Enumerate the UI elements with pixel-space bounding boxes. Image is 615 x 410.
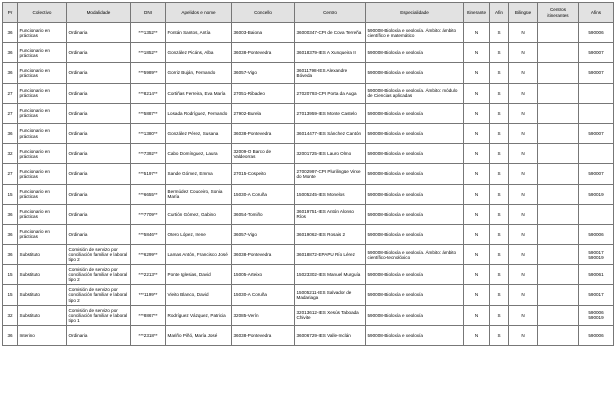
- cell-pr: 27: [3, 103, 18, 123]
- table-row: [3, 63, 614, 83]
- cell-itinerante: N: [464, 184, 490, 204]
- cell-colectivo: Substituto: [18, 265, 67, 285]
- cell-pr: 15: [3, 265, 18, 285]
- cell-colectivo: Funcionario en prácticas: [18, 164, 67, 184]
- cell-pr: 15: [3, 184, 18, 204]
- cell-pr: 36: [3, 245, 18, 265]
- cell-itinerante: N: [464, 285, 490, 305]
- table-row: [3, 245, 614, 265]
- header-afin: Afin: [490, 3, 509, 23]
- cell-dni: ***5989**: [131, 63, 166, 83]
- cell-centro: 32001725-IES Lauro Olmo: [295, 144, 366, 164]
- cell-centros-itinerantes: [538, 245, 579, 265]
- cell-especialidade: 590008-Bioloxía e xeoloxía: [366, 123, 464, 143]
- cell-colectivo: Funcionario en prácticas: [18, 83, 67, 103]
- cell-concello: 27902-Burela: [232, 103, 295, 123]
- cell-pr: 36: [3, 325, 18, 345]
- cell-centros-itinerantes: [538, 83, 579, 103]
- cell-pr: 36: [3, 63, 18, 83]
- cell-bilingue: N: [509, 103, 538, 123]
- cell-dni: ***2318**: [131, 325, 166, 345]
- cell-itinerante: N: [464, 43, 490, 63]
- cell-itinerante: N: [464, 83, 490, 103]
- cell-bilingue: N: [509, 43, 538, 63]
- cell-apelidos-nome: Curtión Gómez, Gabino: [166, 204, 232, 224]
- cell-centros-itinerantes: [538, 224, 579, 244]
- cell-concello: 36038-Pontevedra: [232, 43, 295, 63]
- cell-afin: S: [490, 265, 509, 285]
- cell-itinerante: N: [464, 204, 490, 224]
- cell-apelidos-nome: Fontán Santos, Antía: [166, 23, 232, 43]
- cell-dni: ***2213**: [131, 265, 166, 285]
- cell-concello: 36038-Pontevedra: [232, 325, 295, 345]
- cell-afins: 590006: [579, 23, 614, 43]
- cell-colectivo: Funcionario en prácticas: [18, 123, 67, 143]
- cell-especialidade: 590008-Bioloxía e xeoloxía. Ámbito: ámbito científico e matemático: [366, 23, 464, 43]
- cell-concello: 36057-Vigo: [232, 224, 295, 244]
- cell-modalidade: Comisión de servizo por conciliación familiar e laboral tipo 1: [67, 305, 131, 325]
- cell-bilingue: N: [509, 265, 538, 285]
- cell-itinerante: N: [464, 265, 490, 285]
- cell-bilingue: N: [509, 285, 538, 305]
- header-centros-itinerantes: Centros itinerantes: [538, 3, 579, 23]
- cell-pr: 36: [3, 123, 18, 143]
- table-row: [3, 285, 614, 305]
- cell-centros-itinerantes: [538, 23, 579, 43]
- cell-afins: [579, 103, 614, 123]
- cell-pr: 32: [3, 144, 18, 164]
- cell-especialidade: 590008-Bioloxía e xeoloxía: [366, 204, 464, 224]
- header-row: [3, 3, 614, 23]
- cell-modalidade: Ordinaria: [67, 144, 131, 164]
- cell-afin: S: [490, 103, 509, 123]
- cell-itinerante: N: [464, 245, 490, 265]
- cell-especialidade: 590008-Bioloxía e xeoloxía: [366, 144, 464, 164]
- header-bilingue: Bilingüe: [509, 3, 538, 23]
- cell-bilingue: N: [509, 63, 538, 83]
- cell-concello: 32009-O Barco de Valdeorras: [232, 144, 295, 164]
- table-row: [3, 83, 614, 103]
- cell-afin: S: [490, 245, 509, 265]
- cell-modalidade: Ordinaria: [67, 83, 131, 103]
- cell-apelidos-nome: Vieito Blanco, David: [166, 285, 232, 305]
- cell-afins: 590006: [579, 224, 614, 244]
- cell-pr: 32: [3, 305, 18, 325]
- cell-colectivo: Funcionario en prácticas: [18, 204, 67, 224]
- cell-afin: S: [490, 325, 509, 345]
- cell-centro: 27002997-CPI Plurilingüe Virxe do Monte: [295, 164, 366, 184]
- cell-afins: 590007: [579, 164, 614, 184]
- cell-modalidade: Comisión de servizo por conciliación familiar e laboral tipo 2: [67, 245, 131, 265]
- cell-dni: ***7709**: [131, 204, 166, 224]
- table-row: [3, 103, 614, 123]
- cell-centro: 15005211-IES Salvador de Madariaga: [295, 285, 366, 305]
- cell-afin: S: [490, 305, 509, 325]
- cell-itinerante: N: [464, 305, 490, 325]
- cell-apelidos-nome: Ponte Iglesias, David: [166, 265, 232, 285]
- cell-centro: 27020793-CPI Porta da Auga: [295, 83, 366, 103]
- cell-concello: 32085-Verín: [232, 305, 295, 325]
- cell-concello: 36054-Tomiño: [232, 204, 295, 224]
- header-concello: Concello: [232, 3, 295, 23]
- cell-colectivo: Substituto: [18, 285, 67, 305]
- header-itinerante: Itinerante: [464, 3, 490, 23]
- cell-apelidos-nome: González Picáns, Alba: [166, 43, 232, 63]
- cell-dni: ***8214**: [131, 83, 166, 103]
- cell-pr: 36: [3, 43, 18, 63]
- cell-especialidade: 590008-Bioloxía e xeoloxía: [366, 285, 464, 305]
- cell-itinerante: N: [464, 144, 490, 164]
- cell-dni: ***1852**: [131, 43, 166, 63]
- cell-centro: 36019751-IES Antón Alonso Ríos: [295, 204, 366, 224]
- cell-centro: 36018872-EPAPU Río Lérez: [295, 245, 366, 265]
- cell-centros-itinerantes: [538, 305, 579, 325]
- cell-especialidade: 590008-Bioloxía e xeoloxía: [366, 265, 464, 285]
- cell-concello: 36057-Vigo: [232, 63, 295, 83]
- cell-centro: 36019062-IES Rosais 2: [295, 224, 366, 244]
- cell-bilingue: N: [509, 204, 538, 224]
- cell-bilingue: N: [509, 184, 538, 204]
- cell-especialidade: 590008-Bioloxía e xeoloxía: [366, 63, 464, 83]
- cell-afins: 590061: [579, 265, 614, 285]
- cell-afins: [579, 204, 614, 224]
- cell-modalidade: Ordinaria: [67, 224, 131, 244]
- cell-centros-itinerantes: [538, 285, 579, 305]
- cell-dni: ***1352**: [131, 23, 166, 43]
- cell-pr: 36: [3, 23, 18, 43]
- cell-centro: 36018379-IES A Xunqueira II: [295, 43, 366, 63]
- cell-modalidade: Comisión de servizo por conciliación familiar e laboral tipo 2: [67, 285, 131, 305]
- cell-itinerante: N: [464, 224, 490, 244]
- cell-bilingue: N: [509, 305, 538, 325]
- cell-especialidade: 590008-Bioloxía e xeoloxía: [366, 103, 464, 123]
- cell-apelidos-nome: Cortiñas Ferreira, Eva María: [166, 83, 232, 103]
- cell-afins: 590017: [579, 285, 614, 305]
- cell-centros-itinerantes: [538, 184, 579, 204]
- assignments-table: [2, 2, 614, 346]
- cell-apelidos-nome: Otero López, Irene: [166, 224, 232, 244]
- cell-especialidade: 590008-Bioloxía e xeoloxía. Ámbito: módulo de Ciencias aplicadas: [366, 83, 464, 103]
- cell-centro: 15023302-IES Manuel Murguía: [295, 265, 366, 285]
- cell-especialidade: 590008-Bioloxía e xeoloxía: [366, 184, 464, 204]
- cell-modalidade: Ordinaria: [67, 43, 131, 63]
- cell-colectivo: Funcionario en prácticas: [18, 224, 67, 244]
- cell-centro: 36000347-CPI de Cova Terreña: [295, 23, 366, 43]
- cell-afin: S: [490, 164, 509, 184]
- cell-colectivo: Funcionario en prácticas: [18, 103, 67, 123]
- cell-afins: [579, 83, 614, 103]
- cell-apelidos-nome: González Pérez, Susana: [166, 123, 232, 143]
- table-row: [3, 144, 614, 164]
- table-row: [3, 305, 614, 325]
- cell-modalidade: Ordinaria: [67, 23, 131, 43]
- cell-itinerante: N: [464, 23, 490, 43]
- cell-dni: ***8867**: [131, 305, 166, 325]
- cell-dni: ***1380**: [131, 123, 166, 143]
- cell-dni: ***6655**: [131, 184, 166, 204]
- cell-afins: 590006: [579, 325, 614, 345]
- cell-itinerante: N: [464, 325, 490, 345]
- cell-bilingue: N: [509, 144, 538, 164]
- cell-bilingue: N: [509, 325, 538, 345]
- cell-bilingue: N: [509, 164, 538, 184]
- cell-especialidade: 590008-Bioloxía e xeoloxía. Ámbito: ámbito científico-tecnolóxico: [366, 245, 464, 265]
- cell-centro: 32013612-IES Xesús Taboada Chivite: [295, 305, 366, 325]
- cell-apelidos-nome: Losada Rodríguez, Fernando: [166, 103, 232, 123]
- cell-itinerante: N: [464, 103, 490, 123]
- cell-dni: ***1199**: [131, 285, 166, 305]
- table-header: [3, 3, 614, 23]
- cell-itinerante: N: [464, 164, 490, 184]
- cell-apelidos-nome: Lamas Antón, Francisco José: [166, 245, 232, 265]
- cell-bilingue: N: [509, 23, 538, 43]
- cell-afins: 590007: [579, 43, 614, 63]
- cell-especialidade: 590008-Bioloxía e xeoloxía: [366, 325, 464, 345]
- header-pr: Pr: [3, 3, 18, 23]
- cell-modalidade: Ordinaria: [67, 325, 131, 345]
- cell-centro: 15005245-IES Monelos: [295, 184, 366, 204]
- cell-bilingue: N: [509, 123, 538, 143]
- cell-dni: ***6299**: [131, 245, 166, 265]
- cell-apelidos-nome: Sande Gómez, Emma: [166, 164, 232, 184]
- table-row: [3, 43, 614, 63]
- cell-centro: 36014477-IES Sánchez Cantón: [295, 123, 366, 143]
- cell-bilingue: N: [509, 245, 538, 265]
- cell-colectivo: Interino: [18, 325, 67, 345]
- cell-centros-itinerantes: [538, 103, 579, 123]
- cell-apelidos-nome: Bermúdez Couceiro, Sonia María: [166, 184, 232, 204]
- cell-centro: 27013959-IES Monte Castelo: [295, 103, 366, 123]
- cell-afin: S: [490, 224, 509, 244]
- cell-especialidade: 590008-Bioloxía e xeoloxía: [366, 224, 464, 244]
- cell-centros-itinerantes: [538, 123, 579, 143]
- header-colectivo: Colectivo: [18, 3, 67, 23]
- cell-bilingue: N: [509, 224, 538, 244]
- cell-centros-itinerantes: [538, 63, 579, 83]
- cell-apelidos-nome: Mariño Piñó, María José: [166, 325, 232, 345]
- cell-afin: S: [490, 43, 509, 63]
- cell-afins: 590007: [579, 63, 614, 83]
- cell-colectivo: Funcionario en prácticas: [18, 144, 67, 164]
- cell-pr: 36: [3, 204, 18, 224]
- cell-especialidade: 590008-Bioloxía e xeoloxía: [366, 305, 464, 325]
- cell-centros-itinerantes: [538, 164, 579, 184]
- cell-afins: 590017 590019: [579, 245, 614, 265]
- table-body: [3, 23, 614, 346]
- cell-afin: S: [490, 204, 509, 224]
- cell-pr: 15: [3, 285, 18, 305]
- table-row: [3, 325, 614, 345]
- cell-centros-itinerantes: [538, 43, 579, 63]
- table-row: [3, 184, 614, 204]
- table-row: [3, 23, 614, 43]
- cell-especialidade: 590008-Bioloxía e xeoloxía: [366, 43, 464, 63]
- cell-afin: S: [490, 23, 509, 43]
- cell-colectivo: Funcionario en prácticas: [18, 63, 67, 83]
- header-dni: DNI: [131, 3, 166, 23]
- cell-afin: S: [490, 63, 509, 83]
- cell-dni: ***5197**: [131, 164, 166, 184]
- cell-concello: 27051-Ribadeo: [232, 83, 295, 103]
- cell-bilingue: N: [509, 83, 538, 103]
- cell-pr: 36: [3, 224, 18, 244]
- cell-afin: S: [490, 123, 509, 143]
- cell-centros-itinerantes: [538, 265, 579, 285]
- cell-itinerante: N: [464, 123, 490, 143]
- cell-pr: 27: [3, 164, 18, 184]
- cell-concello: 15005-Arteixo: [232, 265, 295, 285]
- cell-pr: 27: [3, 83, 18, 103]
- cell-colectivo: Funcionario en prácticas: [18, 23, 67, 43]
- cell-concello: 36038-Pontevedra: [232, 123, 295, 143]
- cell-modalidade: Ordinaria: [67, 184, 131, 204]
- header-centro: Centro: [295, 3, 366, 23]
- cell-apelidos-nome: Gorriz Buján, Fernando: [166, 63, 232, 83]
- cell-apelidos-nome: Cabo Domínguez, Laura: [166, 144, 232, 164]
- cell-modalidade: Ordinaria: [67, 164, 131, 184]
- header-modalidade: Modalidade: [67, 3, 131, 23]
- cell-modalidade: Ordinaria: [67, 123, 131, 143]
- cell-dni: ***7392**: [131, 144, 166, 164]
- table-row: [3, 164, 614, 184]
- cell-afin: S: [490, 285, 509, 305]
- header-especialidade: Especialidade: [366, 3, 464, 23]
- cell-concello: 36038-Pontevedra: [232, 245, 295, 265]
- table-row: [3, 265, 614, 285]
- cell-colectivo: Substituto: [18, 305, 67, 325]
- cell-colectivo: Substituto: [18, 245, 67, 265]
- cell-concello: 36003-Baiona: [232, 23, 295, 43]
- cell-colectivo: Funcionario en prácticas: [18, 43, 67, 63]
- cell-concello: 15030-A Coruña: [232, 184, 295, 204]
- cell-dni: ***5887**: [131, 103, 166, 123]
- cell-afins: 590006 590019: [579, 305, 614, 325]
- cell-centros-itinerantes: [538, 144, 579, 164]
- header-afins: Afins: [579, 3, 614, 23]
- cell-concello: 15030-A Coruña: [232, 285, 295, 305]
- cell-apelidos-nome: Rodríguez Vázquez, Patricia: [166, 305, 232, 325]
- cell-modalidade: Comisión de servizo por conciliación familiar e laboral tipo 2: [67, 265, 131, 285]
- cell-afin: S: [490, 144, 509, 164]
- cell-afin: S: [490, 184, 509, 204]
- cell-centro: 36006729-IES Valle-Inclán: [295, 325, 366, 345]
- cell-centros-itinerantes: [538, 204, 579, 224]
- table-row: [3, 224, 614, 244]
- cell-afin: S: [490, 83, 509, 103]
- cell-especialidade: 590008-Bioloxía e xeoloxía: [366, 164, 464, 184]
- cell-centro: 36011798-IES Alexandre Bóveda: [295, 63, 366, 83]
- cell-afins: [579, 144, 614, 164]
- cell-colectivo: Funcionario en prácticas: [18, 184, 67, 204]
- cell-centros-itinerantes: [538, 325, 579, 345]
- cell-afins: 590007: [579, 123, 614, 143]
- header-apelidos-nome: Apelidos e nome: [166, 3, 232, 23]
- cell-concello: 27015-Cospeito: [232, 164, 295, 184]
- cell-modalidade: Ordinaria: [67, 204, 131, 224]
- cell-dni: ***5846**: [131, 224, 166, 244]
- table-row: [3, 204, 614, 224]
- cell-modalidade: Ordinaria: [67, 63, 131, 83]
- cell-afins: 590019: [579, 184, 614, 204]
- table-row: [3, 123, 614, 143]
- cell-itinerante: N: [464, 63, 490, 83]
- cell-modalidade: Ordinaria: [67, 103, 131, 123]
